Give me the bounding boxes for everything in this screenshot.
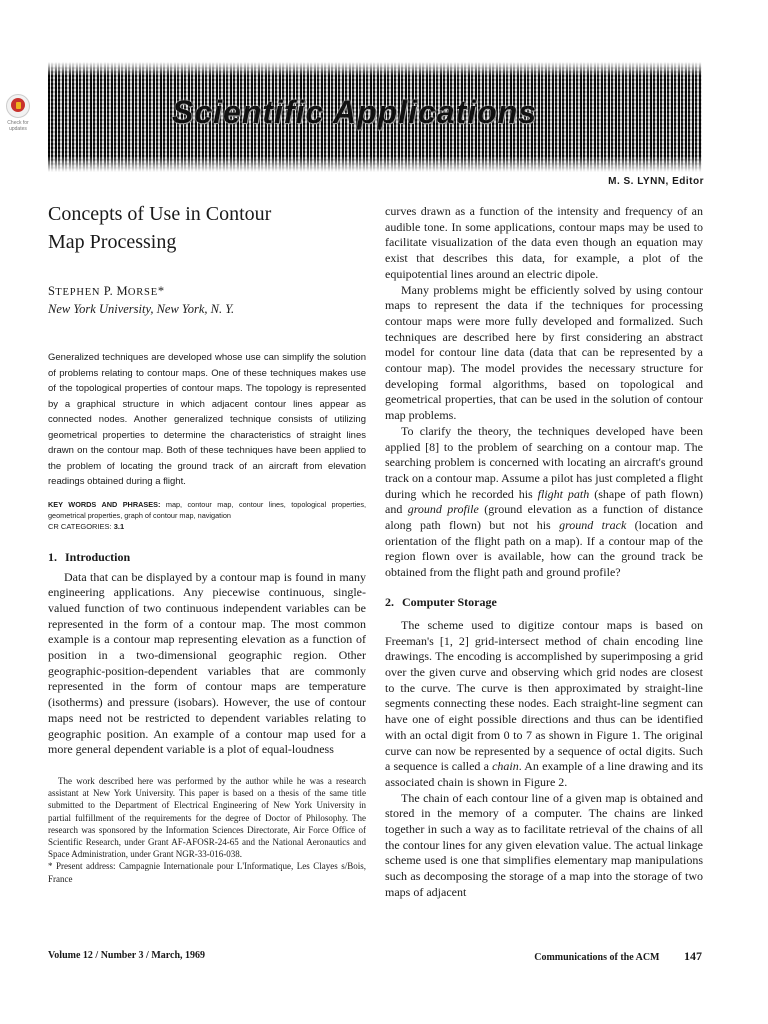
footnote-address: * Present address: Campagnie Internationale pour L'Informatique, Les Clayes s/Bois, France [48, 861, 366, 884]
journal-name: Communications of the ACM [534, 952, 660, 963]
title-line-1: Concepts of Use in Contour [48, 203, 272, 225]
left-column [48, 200, 366, 885]
keywords-list: map, contour map, contour lines, topological properties, geometrical properties, graph of contour map, navigation [48, 499, 367, 520]
banner-fade-top [48, 62, 702, 76]
cr-value: 3.1 [113, 521, 125, 531]
footer-volume: Volume 12 / Number 3 / March, 1969 [48, 950, 206, 961]
right-column [385, 204, 703, 901]
author-affiliation: New York University, New York, N. Y. [48, 302, 235, 316]
intro-paragraph-1-continued: curves drawn as a function of the intensity and frequency of an audible tone. In some applications, contour maps may be used to facilitate visualization of the data even though an equation may exist that describes this data, for example, a plot of the equipotential lines around an electric dipole. [385, 204, 703, 281]
banner-title: Scientific Applications [172, 94, 537, 130]
check-for-updates-badge[interactable] [2, 94, 34, 132]
storage-paragraph-1: The scheme used to digitize contour maps is based on Freeman's [1, 2] grid-intersect method of chain encoding line drawings. The encoding is accomplished by superimposing a grid over the given curve and observing which grid nodes are closest to the curve. The curve is then approximated by straight-line segments connecting these nodes. Each straight-line segment can have one of eight possible directions and thus can be identified with an octal digit from 0 to 7 as shown in Figure 1. The original curve can now be represented by a sequence of octal digits. Such a sequence is called a chain. An example of a line drawing and its associated chain is shown in Figure 2. [385, 617, 704, 789]
footnote-text: The work described here was performed by the author while he was a research assistant at New York University. This paper is based on a thesis of the same title submitted to the Department of Electrical Engineering of New York University in partial fulfillment of the requirements for the degree of Doctor of Philosophy. The research was sponsored by the Information Sciences Directorate, Air Force Office of Scientific Research, under Grant AF-AFOSR-24-65 and the National Aeronautics and Space Administration, under Grant NGR-33-016-038. [48, 775, 366, 860]
cr-categories [48, 521, 366, 532]
cr-label: CR CATEGORIES: [48, 521, 112, 531]
storage-paragraph-2: The chain of each contour line of a given map is obtained and stored in the memory of a computer. The chains are linked together in such a way as to facilitate retrieval of the chains of all the contour lines for any given elevation value. The actual linkage scheme used is one that simplifies elementary map manipulations such as decomposing the storage of a map into the storage of two maps of adjacent [385, 790, 703, 899]
section-heading-introduction: 1. Introduction [48, 549, 131, 564]
check-updates-icon [6, 94, 30, 118]
section-banner [48, 62, 702, 172]
keywords-label: KEY WORDS AND PHRASES: [48, 499, 161, 509]
intro-paragraph-1: Data that can be displayed by a contour map is found in many engineering applications. Any piecewise continuous, single-valued function of two continuous independent variables can be represented in the form of a contour map. The most common example is a contour map representing elevation as a function of position in a two-dimensional geographic region. Other geographic-position-dependent variables that are commonly represented in the form of contour maps are temperature (isotherms) and pressure (isobars). However, the use of contour maps need not be restricted to dependent variables relating to geographic position. An example of a contour map used for a more general dependent variable is a plot of equal-loudness [48, 569, 366, 757]
footnote [48, 775, 366, 885]
editor-credit: M. S. LYNN, Editor [608, 176, 704, 187]
abstract: Generalized techniques are developed whose use can simplify the solution of problems relating to contour maps. One of these techniques makes use of the topological properties of contour maps. The topology is represented by a graphical structure in which adjacent contour lines appear as connected nodes. Another generalized technique consists of utilizing geometrical properties to determine the characteristics of straight lines drawn on the contour map. Both of these techniques have been applied to the problem of locating the ground track of an aircraft from elevation readings obtained during a flight. [48, 352, 366, 487]
article-title [48, 200, 366, 256]
footer-journal [534, 949, 702, 964]
intro-paragraph-3: To clarify the theory, the techniques developed have been applied [8] to the problem of searching on a contour map. The searching problem is concerned with locating an aircraft's ground track on a contour map. Assume a pilot has just completed a flight during which he recorded his flight path (shape of path flown) and ground profile (ground elevation as a function of distance along path flown) but not his ground track (location and orientation of the flight path on a map). If a contour map of the region flown over is available, how can the ground track be obtained from the flight path and ground profile? [385, 423, 704, 580]
page-number: 147 [684, 949, 702, 963]
intro-paragraph-2: Many problems might be efficiently solved by using contour maps to represent the data if the techniques for processing contour maps were more fully developed and formalized. Such techniques are described here by first considering an abstract model for contour line data (data that can be represented by a contour map). The model provides the necessary structure for developing formal algorithms, based on topological and geometrical properties, that can be used in the solution of contour map problems. [385, 282, 703, 423]
keywords [48, 499, 366, 521]
author-name: STEPHEN P. MORSE* [48, 284, 165, 298]
badge-label: Check for updates [7, 120, 29, 132]
title-line-2: Map Processing [48, 231, 177, 253]
banner-fade-bottom [48, 156, 702, 172]
section-heading-computer-storage: 2. Computer Storage [385, 594, 497, 609]
